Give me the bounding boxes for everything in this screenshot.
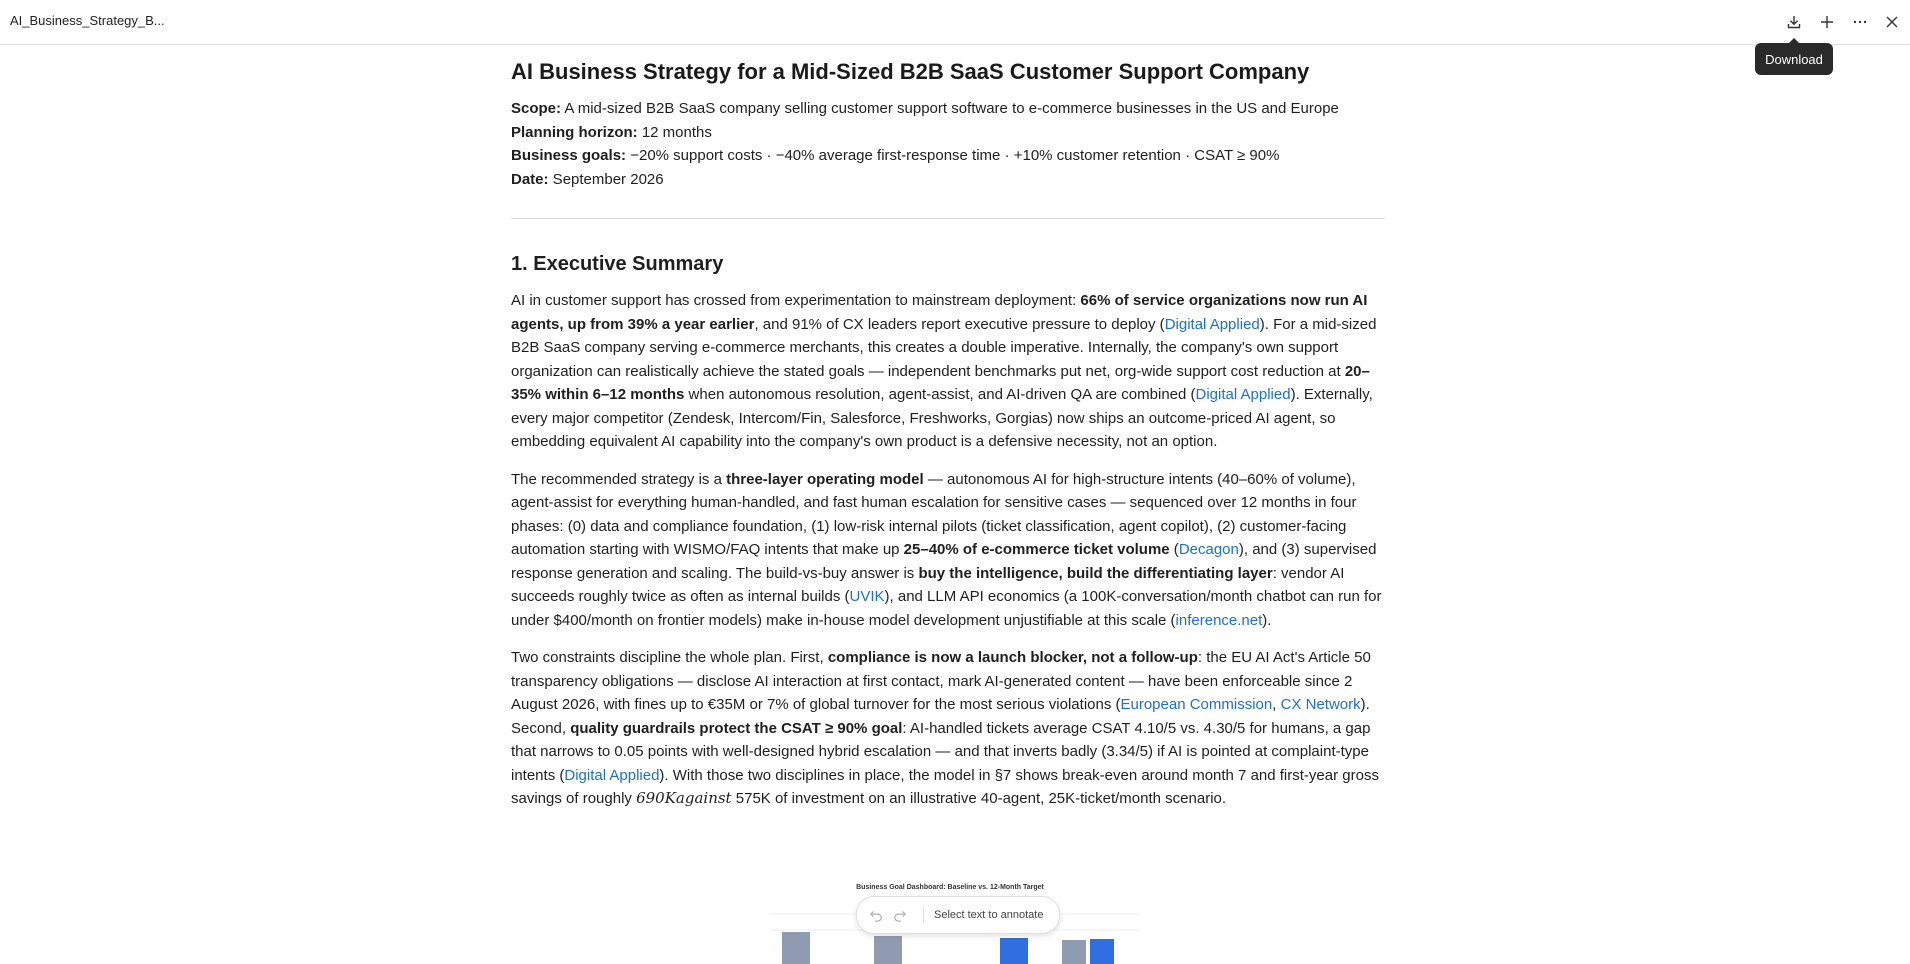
link-digital-applied[interactable]: Digital Applied <box>1195 386 1291 403</box>
divider <box>511 218 1385 219</box>
text: , <box>1272 696 1281 713</box>
text: ). For a mid-sized B2B SaaS company serving e-commerce merchants, this creates a double imperative. Internally, the company's own support organization can realistically achieve the stated goals — independent benchmarks put net, org-wide support cost reduction at <box>511 315 1377 380</box>
link-inference-net[interactable]: inference.net <box>1175 611 1263 629</box>
undo-icon <box>869 908 883 922</box>
chart-bar <box>874 936 902 964</box>
more-horizontal-icon <box>1852 14 1868 30</box>
text: The recommended strategy is a <box>511 470 727 488</box>
meta-scope <box>511 97 1385 121</box>
download-button[interactable] <box>1781 9 1807 35</box>
text: ). <box>1262 611 1272 629</box>
annotate-hint: Select text to annotate <box>934 909 1044 921</box>
chart-bar <box>1090 939 1114 964</box>
download-tooltip: Download <box>1755 43 1833 75</box>
meta-scope-label: Scope: <box>511 100 562 117</box>
link-cx-network[interactable]: CX Network <box>1280 696 1361 713</box>
link-decagon[interactable]: Decagon <box>1178 541 1239 558</box>
exec-summary-paragraph-1 <box>511 289 1385 454</box>
bold-text: buy the intelligence, build the differentiating layer <box>918 564 1273 582</box>
text: ). With those two disciplines in place, the model in §7 shows break-even around month 7 and first-year gross savings of roughly <box>511 766 1379 807</box>
bold-text: compliance is now a launch blocker, not a follow-up <box>827 649 1198 666</box>
toolbar-divider <box>923 907 924 923</box>
text: AI in customer support has crossed from experimentation to mainstream deployment: <box>511 292 1081 309</box>
text: Two constraints discipline the whole plan. First, <box>511 649 828 666</box>
meta-horizon <box>511 121 1385 145</box>
link-uvik[interactable]: UVIK <box>849 588 885 605</box>
text: 575K of investment on an illustrative 40-agent, 25K-ticket/month scenario. <box>731 790 1227 807</box>
new-button[interactable] <box>1814 9 1840 35</box>
text: — autonomous AI for high-structure intents (40–60% of volume), agent-assist for everything human-handled, and fast human escalation for sensitive cases — sequenced over 12 months in four phases: (0) data and compliance foundation, (1) low-risk internal pilots (ticket classification, agent copilot), (2) customer-facing automation starting with WISMO/FAQ intents that make up <box>511 470 1357 558</box>
text: , and 91% of CX leaders report executive pressure to deploy ( <box>754 315 1165 333</box>
meta-scope-value: A mid-sized B2B SaaS company selling customer support software to e-commerce businesses in the US and Europe <box>561 100 1339 117</box>
math-text: 690Kagainst <box>636 789 732 807</box>
link-digital-applied[interactable]: Digital Applied <box>1164 315 1260 333</box>
bold-text: 20–35% within 6–12 months <box>511 362 1370 403</box>
chart-bar <box>782 932 810 964</box>
meta-date-value: September 2026 <box>548 170 664 188</box>
meta-date <box>511 168 1385 192</box>
text: ). Second, <box>511 696 1370 737</box>
text: : the EU AI Act's Article 50 transparency obligations — disclose AI interaction at first contact, mark AI-generated content — have been enforceable since 2 August 2026, with fines up to €35M or 7% of global turnover for the most serious violations ( <box>511 649 1371 713</box>
exec-summary-paragraph-3 <box>511 646 1385 811</box>
text: : vendor AI succeeds roughly twice as often as internal builds ( <box>511 564 1345 605</box>
document-content <box>511 56 1385 825</box>
text: : AI-handled tickets average CSAT 4.10/5 vs. 4.30/5 for humans, a gap that narrows to 0.05 points with well-designed hybrid escalation — and that inverts badly (3.34/5) if AI is pointed at complaint-type intents ( <box>511 719 1371 784</box>
bold-text: 66% of service organizations now run AI agents, up from 39% a year earlier <box>511 292 1368 333</box>
bold-text: three-layer operating model <box>726 470 924 488</box>
redo-icon <box>893 908 907 922</box>
text: ). Externally, every major competitor (Zendesk, Intercom/Fin, Salesforce, Freshworks, Gorgias) now ships an outcome-priced AI agent, so embedding equivalent AI capability into the company's own product is a defensive necessity, not an option. <box>511 386 1373 450</box>
redo-button[interactable] <box>891 906 909 924</box>
bold-text: 25–40% of e-commerce ticket volume <box>903 541 1170 558</box>
meta-goals-label: Business goals: <box>511 147 627 164</box>
download-icon <box>1786 14 1802 30</box>
link-digital-applied[interactable]: Digital Applied <box>564 766 660 784</box>
meta-horizon-value: 12 months <box>637 123 712 141</box>
text: ), and (3) supervised response generation and scaling. The build-vs-buy answer is <box>511 541 1377 582</box>
close-icon <box>1884 14 1900 30</box>
plus-icon <box>1819 14 1835 30</box>
section-heading-executive-summary: 1. Executive Summary <box>511 253 724 275</box>
document-title: AI Business Strategy for a Mid-Sized B2B SaaS Customer Support Company <box>511 59 1310 84</box>
annotate-toolbar <box>856 896 1060 934</box>
chart-title: Business Goal Dashboard: Baseline vs. 12-Month Target <box>856 884 1044 891</box>
meta-horizon-label: Planning horizon: <box>511 123 638 141</box>
more-options-button[interactable] <box>1847 9 1873 35</box>
undo-button[interactable] <box>867 906 885 924</box>
chart-bar <box>1000 938 1028 964</box>
document-filename: AI_Business_Strategy_B... <box>10 13 165 28</box>
meta-goals-value: −20% support costs · −40% average first-response time · +10% customer retention · CSAT ≥ 90% <box>626 147 1280 164</box>
document-meta <box>511 97 1385 191</box>
chart-bar <box>1062 940 1086 964</box>
bold-text: quality guardrails protect the CSAT ≥ 90% goal <box>570 719 903 737</box>
text: ( <box>1169 541 1179 558</box>
text: ), and LLM API economics (a 100K-conversation/month chatbot can run for under $400/month on frontier models) make in-house model development unjustifiable at this scale ( <box>511 588 1382 629</box>
top-bar <box>0 0 1910 45</box>
exec-summary-paragraph-2 <box>511 468 1385 633</box>
text: when autonomous resolution, agent-assist, and AI-driven QA are combined ( <box>684 386 1196 403</box>
link-european-commission[interactable]: European Commission <box>1120 696 1273 713</box>
meta-date-label: Date: <box>511 170 549 188</box>
close-button[interactable] <box>1879 9 1905 35</box>
meta-goals <box>511 144 1385 168</box>
